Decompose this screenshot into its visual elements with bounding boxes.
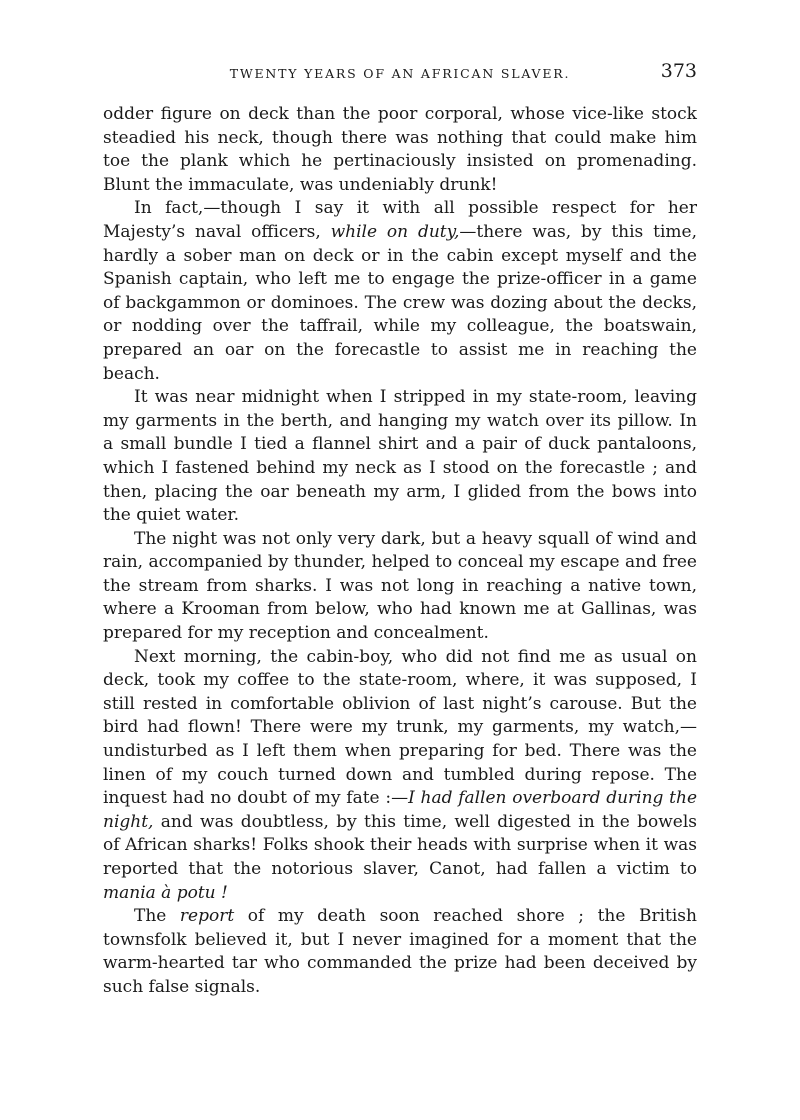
text-run: It was near midnight when I stripped in my state-room, leaving my garments in the berth, and hanging my watch over its pillow. In a small bundle I tied a flannel shirt and a pair of duck pantaloons, which I fastened behind my neck as I stood on the forecastle ; and then, placing the oar beneath my arm, I glided from the bows into the quiet water. (103, 387, 697, 526)
paragraph (103, 386, 697, 528)
italic-text: report (179, 906, 235, 927)
italic-text: I had fallen overboard during the night, (103, 788, 697, 832)
paragraph (103, 528, 697, 646)
text-run: The (134, 906, 180, 927)
italic-text: while on duty, (330, 221, 460, 242)
text-run: odder figure on deck than the poor corporal, whose vice-like stock steadied his neck, though there was nothing that could make him toe the plank which he pertinaciously insisted on promenading. Blunt the immaculate, was undeniably drunk! (103, 104, 697, 195)
body-text (103, 103, 697, 1000)
paragraph (103, 197, 697, 386)
paragraph (103, 646, 697, 906)
paragraph (103, 103, 697, 197)
text-run: In fact,—though I say it with all possible respect for her Majesty’s naval officers, (103, 198, 697, 242)
text-run: Next morning, the cabin-boy, who did not find me as usual on deck, took my coffee to the state-room, where, it was supposed, I still rested in comfortable oblivion of last night’s carouse. But the bird had flown! There were my trunk, my garments, my watch,—undisturbed as I left them when preparing for bed. There was the linen of my couch turned down and tumbled during repose. The inquest had no doubt of my fate :— (103, 646, 697, 809)
text-run: —there was, by this time, hardly a sober man on deck or in the cabin except myself and the Spanish captain, who left me to engage the prize-officer in a game of backgammon or dominoes. The crew was dozing about the decks, or nodding over the taffrail, while my colleague, the boatswain, prepared an oar on the forecastle to assist me in reaching the beach. (103, 221, 698, 384)
italic-text: mania à potu ! (103, 882, 228, 903)
running-head (103, 60, 697, 90)
paragraph (103, 905, 697, 999)
text-run: and was doubtless, by this time, well digested in the bowels of African sharks! Folks shook their heads with surprise when it was reported that the notorious slaver, Canot, had fallen a victim to (103, 811, 697, 879)
text-run: of my death soon reached shore ; the British townsfolk believed it, but I never imagined for a moment that the warm-hearted tar who commanded the prize had been deceived by such false signals. (103, 906, 697, 997)
running-title: TWENTY YEARS OF AN AFRICAN SLAVER. (229, 66, 571, 81)
text-run: The night was not only very dark, but a heavy squall of wind and rain, accompanied by thunder, helped to conceal my escape and free the stream from sharks. I was not long in reaching a native town, where a Krooman from below, who had known me at Gallinas, was prepared for my reception and concealment. (103, 528, 697, 644)
page-number: 373 (660, 60, 697, 82)
